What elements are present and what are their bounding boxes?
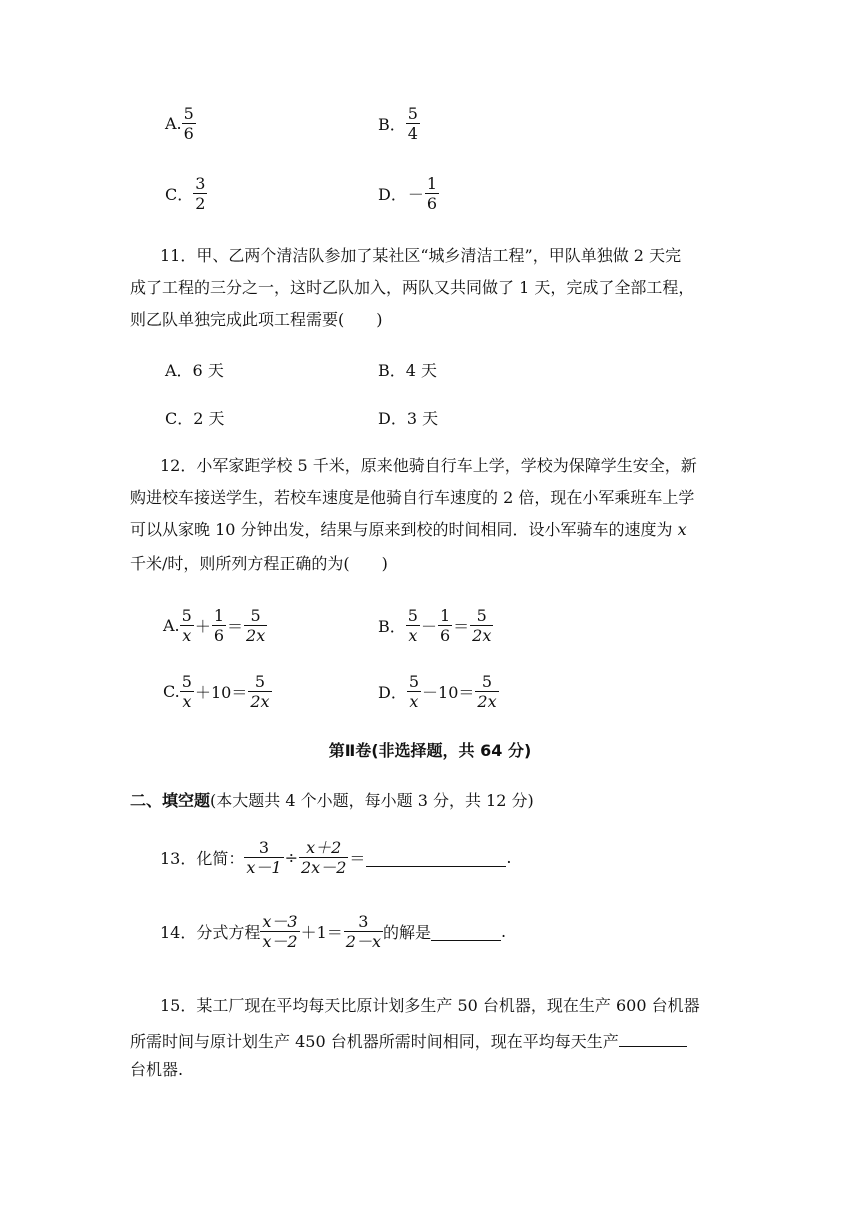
q12-a-frac-3: $\frac{5}{2x}$ xyxy=(246,606,266,645)
q12-option-c: C. $\frac{5}{x}$ ＋10＝ $\frac{5}{2x}$ xyxy=(163,672,270,711)
q12-line-2: 购进校车接送学生，若校车速度是他骑自行车速度的 2 倍，现在小军乘班车上学 xyxy=(130,488,695,507)
q15-answer-blank[interactable] xyxy=(619,1028,687,1047)
q13-frac-1: $\frac{3}{x-1}$ xyxy=(246,838,282,877)
q14-frac-2: $\frac{3}{2-x}$ xyxy=(345,912,381,951)
q11-line-3: 则乙队单独完成此项工程需要( ) xyxy=(130,310,383,329)
q11-option-d: D．3 天 xyxy=(378,409,439,428)
q11-option-c: C．2 天 xyxy=(165,409,225,428)
q10-option-a: A. $\frac{5}{6}$ xyxy=(165,104,194,143)
q12-d-frac-1: $\frac{5}{x}$ xyxy=(408,672,420,711)
q12-line-3: 可以从家晚 10 分钟出发，结果与原来到校的时间相同．设小军骑车的速度为 x xyxy=(130,520,687,539)
q11-line-2: 成了工程的三分之一，这时乙队加入，两队又共同做了 1 天，完成了全部工程， xyxy=(130,278,695,297)
q12-c-frac-2: $\frac{5}{2x}$ xyxy=(250,672,270,711)
q10-d-fraction: $\frac{1}{6}$ xyxy=(426,174,438,213)
q12-a-frac-1: $\frac{5}{x}$ xyxy=(181,606,192,645)
q11-option-a: A．6 天 xyxy=(165,361,224,380)
q15-line-2: 所需时间与原计划生产 450 台机器所需时间相同，现在平均每天生产 xyxy=(130,1028,740,1052)
q10-option-b: B． $\frac{5}{4}$ xyxy=(378,104,418,143)
section-2-heading: 二、填空题(本大题共 4 个小题，每小题 3 分，共 12 分) xyxy=(130,791,534,810)
q14: 14．分式方程 $\frac{x-3}{x-2}$ ＋1＝ $\frac{3}{2-x}$ 的解是 . xyxy=(160,912,507,951)
q15-line-1: 15．某工厂现在平均每天比原计划多生产 50 台机器，现在生产 600 台机器 xyxy=(160,996,700,1015)
q14-answer-blank[interactable] xyxy=(431,922,501,941)
q12-option-d: D． $\frac{5}{x}$ －10＝ $\frac{5}{2x}$ xyxy=(378,672,497,711)
q12-d-frac-2: $\frac{5}{2x}$ xyxy=(477,672,497,711)
q12-c-frac-1: $\frac{5}{x}$ xyxy=(181,672,192,711)
q12-b-frac-3: $\frac{5}{2x}$ xyxy=(472,606,492,645)
q10-b-fraction: $\frac{5}{4}$ xyxy=(407,104,418,143)
q12-b-frac-2: $\frac{1}{6}$ xyxy=(439,606,451,645)
q10-a-fraction: $\frac{5}{6}$ xyxy=(183,104,194,143)
q12-b-frac-1: $\frac{5}{x}$ xyxy=(407,606,418,645)
q13-answer-blank[interactable] xyxy=(366,848,506,867)
q12-a-frac-2: $\frac{1}{6}$ xyxy=(213,606,225,645)
q15-line-3: 台机器. xyxy=(130,1060,184,1079)
q11-line-1: 11．甲、乙两个清洁队参加了某社区“城乡清洁工程”，甲队单独做 2 天完 xyxy=(160,246,682,265)
q12-option-a: A. $\frac{5}{x}$ ＋ $\frac{1}{6}$ ＝ $\frac{5}{2x}$ xyxy=(163,606,266,645)
q14-frac-1: $\frac{x-3}{x-2}$ xyxy=(262,912,298,951)
q12-line-4: 千米/时，则所列方程正确的为( ) xyxy=(130,554,388,573)
section-2-title: 第Ⅱ卷(非选择题，共 64 分) xyxy=(328,741,532,760)
q10-c-fraction: $\frac{3}{2}$ xyxy=(195,174,206,213)
q11-option-b: B．4 天 xyxy=(378,361,438,380)
q13: 13．化简： $\frac{3}{x-1}$ ÷ $\frac{x+2}{2x-2}$ ＝ . xyxy=(160,838,512,877)
q10-option-d: D． － $\frac{1}{6}$ xyxy=(378,174,438,213)
q12-line-1: 12．小军家距学校 5 千米，原来他骑自行车上学，学校为保障学生安全，新 xyxy=(160,456,697,475)
q10-option-c: C． $\frac{3}{2}$ xyxy=(165,174,206,213)
q12-option-b: B． $\frac{5}{x}$ － $\frac{1}{6}$ ＝ $\frac{5}{2x}$ xyxy=(378,606,492,645)
q13-frac-2: $\frac{x+2}{2x-2}$ xyxy=(301,838,347,877)
